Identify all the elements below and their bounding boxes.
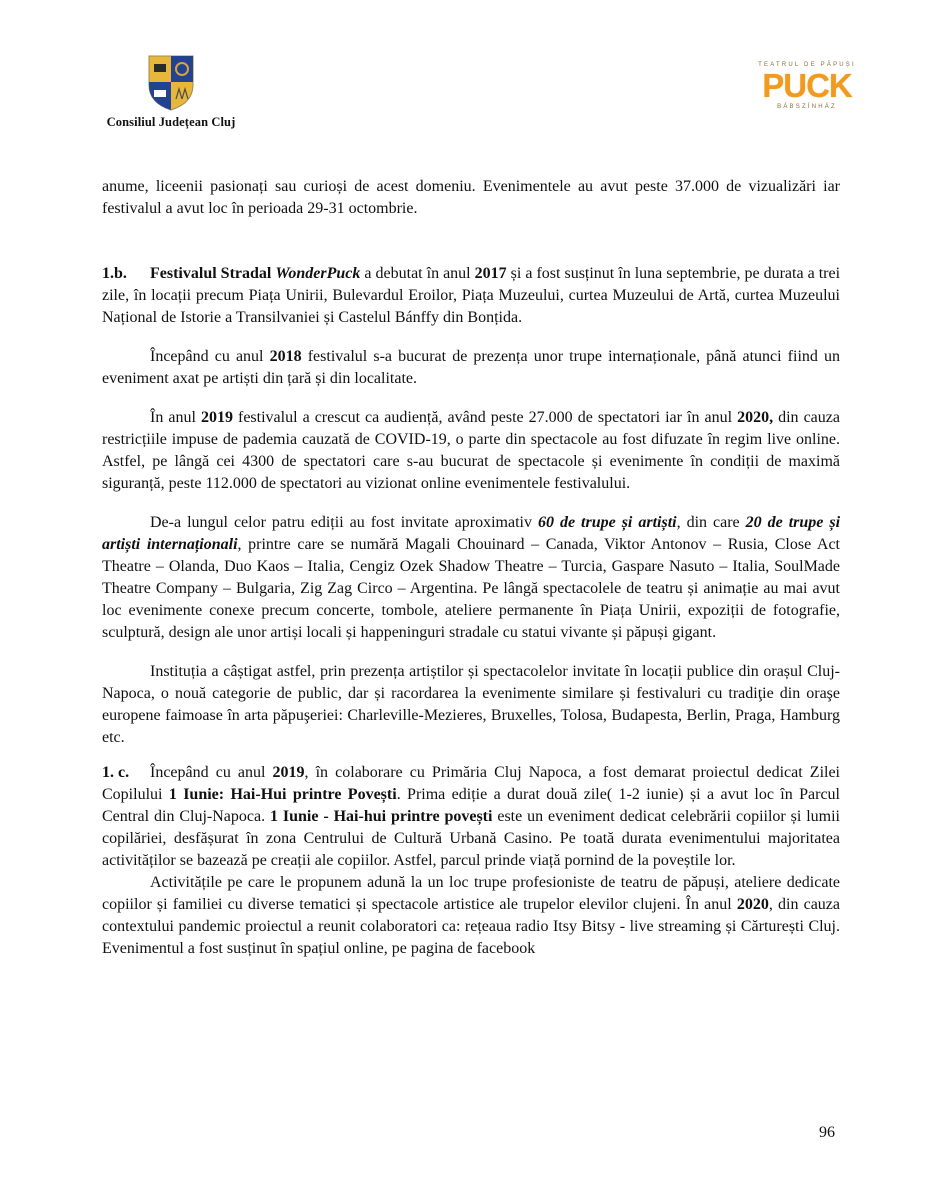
year: 2018 <box>269 348 302 365</box>
logo-bottom-text: BÁBSZÍNHÁZ <box>777 104 837 110</box>
paragraph-wonderpuck <box>102 263 840 329</box>
text: . Prima ediție a durat două zile( 1-2 iunie) și a avut loc în Parcul Central din Cluj-Napoca. <box>102 786 840 825</box>
year: 2017 <box>474 265 507 282</box>
page-header <box>0 0 927 140</box>
event-name: 1 Iunie - Hai-hui printre povești <box>270 808 493 825</box>
text: Începând cu anul <box>150 348 270 365</box>
emphasis: 20 de trupe și artiști internaționali <box>102 514 841 553</box>
paragraph-invited-artists <box>102 512 840 644</box>
paragraph-institution: Instituția a câștigat astfel, prin prezența artiștilor și spectacolelor invitate în locații publice din orașul Cluj-Napoca, o nouă categorie de public, dar și racordarea la evenimente similare și festivaluri cu tradiţie din oraşe europene faimoase în arta păpuşeriei: Charleville-Mezieres, Bruxelles, Tolosa, Budapesta, Berlin, Praga, Hamburg etc. <box>102 663 840 746</box>
year: 2019 <box>272 764 305 781</box>
text: este un eveniment dedicat celebrării copiilor și lumii copilăriei, desfășurat în zona Centrului de Cultură Urbană Casino. Pe toată durata evenimentului majoritatea activităților se bazează pe creații ale copiilor. Astfel, parcul prinde viață pornind de la poveștile lor. <box>102 808 840 869</box>
text: a debutat în anul <box>360 265 475 282</box>
coat-of-arms-icon <box>148 55 194 111</box>
text: festivalul s-a bucurat de prezența unor trupe internaționale, până atunci fiind un eveniment axat pe artiști din țară și din localitate. <box>102 348 841 387</box>
paragraph-2019-2020 <box>102 407 840 495</box>
text: festivalul a crescut ca audiență, având peste 27.000 de spectatori iar în anul <box>232 409 738 426</box>
text: Începând cu anul <box>150 764 273 781</box>
year: 2019 <box>200 409 233 426</box>
paragraph-2018 <box>102 346 840 390</box>
section-label: 1. c. <box>102 764 130 781</box>
text: și a fost susținut în luna septembrie, pe durata a trei zile, în locații precum Piața Unirii, Bulevardul Eroilor, Piața Muzeului, curtea Muzeului de Artă, curtea Muzeului Național de Istorie a Transilvaniei și Castelul Bánffy din Bonțida. <box>102 265 841 326</box>
text: , din care <box>676 514 746 531</box>
text: , din cauza contextului pandemic proiectul a reunit colaboratori ca: rețeaua radio Itsy Bitsy - live streaming și Cărturești Cluj. Evenimentul a fost susținut în spațiul online, pe pagina de facebook <box>102 896 841 957</box>
event-name: 1 Iunie: Hai-Hui printre Povești <box>168 786 397 803</box>
text: De-a lungul celor patru ediții au fost invitate aproximativ <box>150 514 538 531</box>
logo-wordmark: PUCK <box>762 67 852 104</box>
text: , printre care se numără Magali Chouinard – Canada, Viktor Antonov – Rusia, Close Act Theatre – Olanda, Duo Kaos – Italia, Cengiz Ozek Shadow Theatre – Turcia, Gaspare Nasuto – Italia, SoulMade Theatre Company – Bulgaria, Zig Zag Circo – Argentina. Pe lângă spectacolele de teatru și animație au mai avut loc evenimente conexe precum concerte, tombole, ateliere permanente în Piața Unirii, expoziții de fotografie, sculptură, design ale unor artiși locali și happeninguri stradale cu statui vivante și păpuși gigant. <box>102 536 840 641</box>
paragraph-1-iunie <box>102 762 840 872</box>
emphasis: 60 de trupe și artiști <box>537 514 677 531</box>
page-number: 96 <box>819 1124 835 1141</box>
section-label: 1.b. <box>102 265 127 282</box>
year: 2020, <box>737 409 774 426</box>
text: , în colaborare cu Primăria Cluj Napoca, a fost demarat proiectul dedicat Zilei Copilului <box>102 764 840 803</box>
text: din cauza restricțiile impuse de pademia cauzată de COVID-19, o parte din spectacole au fost difuzate în regim live online. Astfel, pe lângă cei 4300 de spectatori care s-au bucurat de spectacole și evenimente în condiții de maximă siguranță, peste 112.000 de spectatori au vizionat online evenimentele festivalului. <box>102 409 840 492</box>
section-title: Festivalul Stradal <box>150 265 276 282</box>
teatrul-puck-logo <box>752 62 862 110</box>
logo-caption: Consiliul Județean Cluj <box>106 115 236 129</box>
logo-top-text: TEATRUL DE PĂPUȘI <box>758 62 856 68</box>
paragraph-continuation: anume, liceenii pasionați sau curioși de acest domeniu. Evenimentele au avut peste 37.000 de vizualizări iar festivalul a avut loc în perioada 29-31 octombrie. <box>102 178 840 217</box>
text: În anul <box>150 409 201 426</box>
paragraph-activities <box>102 872 840 960</box>
consiliul-judetean-logo <box>91 55 251 130</box>
document-body <box>102 176 840 960</box>
festival-name: WonderPuck <box>275 265 361 282</box>
text: Activitățile pe care le propunem adună la un loc trupe profesioniste de teatru de păpuși, ateliere dedicate copiilor și familiei cu diverse tematici și spectacole artistice ale trupelor elevilor clujeni. În anul <box>102 874 840 913</box>
year: 2020 <box>736 896 769 913</box>
